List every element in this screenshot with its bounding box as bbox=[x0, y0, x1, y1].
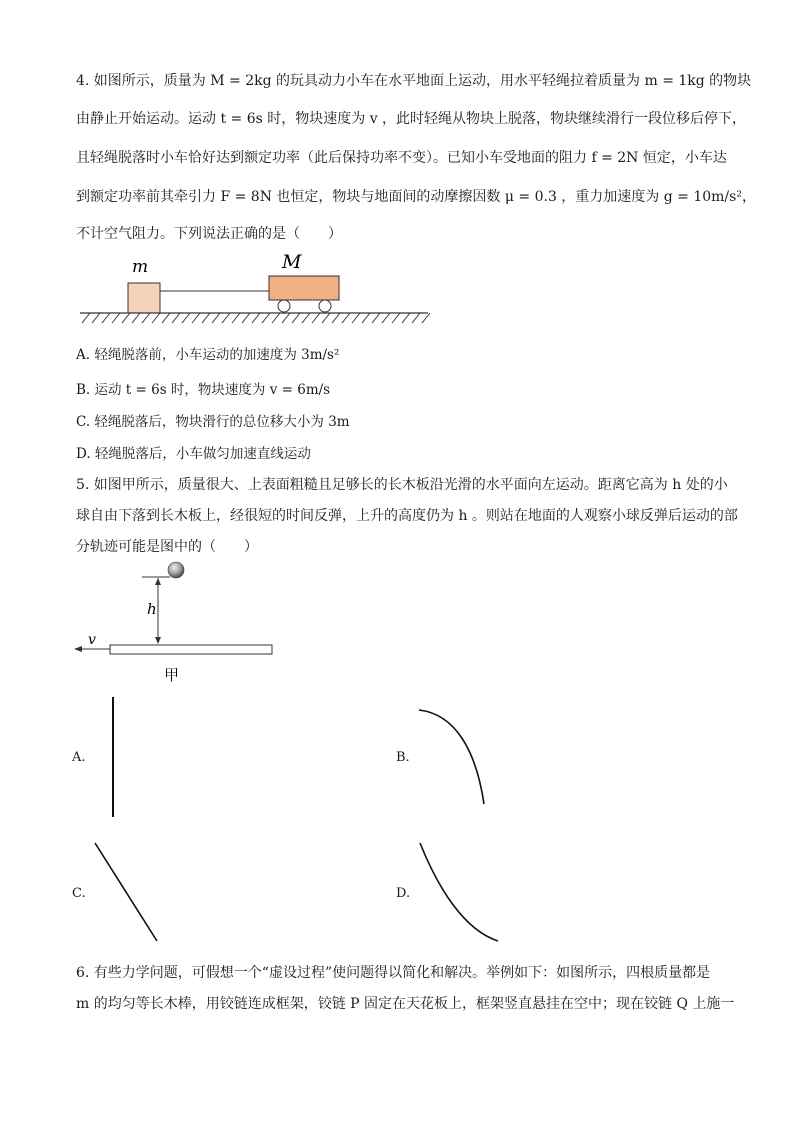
ground-hatch-mark bbox=[312, 313, 320, 323]
q5-line-2: 球自由下落到长木板上，经很短的时间反弹，上升的高度仍为 h 。则站在地面的人观察小球反弹后运动的部 bbox=[76, 508, 738, 524]
ground-hatch-mark bbox=[302, 313, 310, 323]
q5-choice-a-label: A. bbox=[72, 750, 86, 765]
q4-line-5: 不计空气阻力。下列说法正确的是（ ） bbox=[76, 226, 342, 242]
ground-hatch-mark bbox=[172, 313, 180, 323]
ground-hatch-mark bbox=[282, 313, 290, 323]
q4-wheel-left bbox=[278, 300, 290, 312]
ground-hatch-mark bbox=[292, 313, 300, 323]
q5-board bbox=[110, 645, 272, 654]
ground-hatch-mark bbox=[142, 313, 150, 323]
q5-choice-b-curve bbox=[410, 700, 500, 810]
q4-label-M: M bbox=[282, 251, 302, 273]
q5-caption: 甲 bbox=[164, 666, 180, 684]
q5-line-1: 5. 如图甲所示，质量很大、上表面粗糙且足够长的长木板沿光滑的水平面向左运动。距离它高为 h 处的小 bbox=[76, 477, 728, 493]
q5-choice-d-curve bbox=[412, 838, 507, 948]
ground-hatch-mark bbox=[402, 313, 410, 323]
q5-label-h: h bbox=[147, 600, 157, 618]
q5-choice-d-label: D. bbox=[396, 886, 411, 901]
ground-hatch-mark bbox=[232, 313, 240, 323]
q4-ground-hatch bbox=[82, 313, 430, 323]
ground-hatch-mark bbox=[392, 313, 400, 323]
q5-choice-a-curve bbox=[100, 695, 140, 820]
q5-ball bbox=[168, 562, 184, 578]
ground-hatch-mark bbox=[112, 313, 120, 323]
q4-option-b: B. 运动 t = 6s 时，物块速度为 v = 6m/s bbox=[76, 382, 331, 398]
q5-height-arrow-head-up bbox=[155, 578, 161, 585]
ground-hatch-mark bbox=[92, 313, 100, 323]
ground-hatch-mark bbox=[242, 313, 250, 323]
ground-hatch-mark bbox=[332, 313, 340, 323]
q4-option-c: C. 轻绳脱落后，物块滑行的总位移大小为 3m bbox=[76, 414, 350, 430]
ground-hatch-mark bbox=[122, 313, 130, 323]
q4-option-d: D. 轻绳脱落后，小车做匀加速直线运动 bbox=[76, 446, 311, 462]
q5-figure bbox=[70, 558, 290, 688]
ground-hatch-mark bbox=[342, 313, 350, 323]
ground-hatch-mark bbox=[152, 313, 160, 323]
q6-line-1: 6. 有些力学问题，可假想一个“虚设过程”使问题得以简化和解决。举例如下：如图所示，四根质量都是 bbox=[76, 965, 711, 981]
ground-hatch-mark bbox=[132, 313, 140, 323]
ground-hatch-mark bbox=[352, 313, 360, 323]
ground-hatch-mark bbox=[202, 313, 210, 323]
ground-hatch-mark bbox=[82, 313, 90, 323]
ground-hatch-mark bbox=[252, 313, 260, 323]
ground-hatch-mark bbox=[262, 313, 270, 323]
ground-hatch-mark bbox=[372, 313, 380, 323]
ground-hatch-mark bbox=[182, 313, 190, 323]
ground-hatch-mark bbox=[362, 313, 370, 323]
q6-line-2: m 的均匀等长木棒，用铰链连成框架，铰链 P 固定在天花板上，框架竖直悬挂在空中；现在铰链 Q 上施一 bbox=[76, 996, 735, 1012]
ground-hatch-mark bbox=[422, 313, 430, 323]
ground-hatch-mark bbox=[322, 313, 330, 323]
q4-line-3: 且轻绳脱落时小车恰好达到额定功率（此后保持功率不变）。已知小车受地面的阻力 f = 2N 恒定，小车达 bbox=[76, 150, 727, 166]
q5-choice-c-label: C. bbox=[72, 886, 86, 901]
q4-option-a: A. 轻绳脱落前，小车运动的加速度为 3m/s² bbox=[76, 347, 340, 363]
q5-choice-b-label: B. bbox=[396, 750, 410, 765]
q5-choice-c-curve bbox=[88, 838, 168, 948]
q4-label-m: m bbox=[132, 257, 149, 277]
ground-hatch-mark bbox=[212, 313, 220, 323]
q4-block bbox=[128, 283, 160, 313]
q4-line-4: 到额定功率前其牵引力 F = 8N 也恒定，物块与地面间的动摩擦因数 μ = 0.3 ，重力加速度为 g = 10m/s²， bbox=[76, 189, 756, 205]
ground-hatch-mark bbox=[192, 313, 200, 323]
ground-hatch-mark bbox=[222, 313, 230, 323]
ground-hatch-mark bbox=[382, 313, 390, 323]
q5-label-v: v bbox=[88, 632, 96, 648]
q4-line-2: 由静止开始运动。运动 t = 6s 时，物块速度为 v ，此时轻绳从物块上脱落，物块继续滑行一段位移后停下， bbox=[76, 111, 747, 127]
q4-figure bbox=[76, 248, 436, 328]
q4-wheel-right bbox=[319, 300, 331, 312]
q4-line-1: 4. 如图所示，质量为 M = 2kg 的玩具动力小车在水平地面上运动，用水平轻绳拉着质量为 m = 1kg 的物块 bbox=[76, 73, 752, 89]
q5-velocity-arrow-head bbox=[74, 646, 82, 652]
q5-line-3: 分轨迹可能是图中的（ ） bbox=[76, 539, 258, 555]
ground-hatch-mark bbox=[162, 313, 170, 323]
ground-hatch-mark bbox=[412, 313, 420, 323]
ground-hatch-mark bbox=[272, 313, 280, 323]
ground-hatch-mark bbox=[102, 313, 110, 323]
q4-cart bbox=[269, 276, 339, 300]
q5-height-arrow-head-down bbox=[155, 637, 161, 644]
